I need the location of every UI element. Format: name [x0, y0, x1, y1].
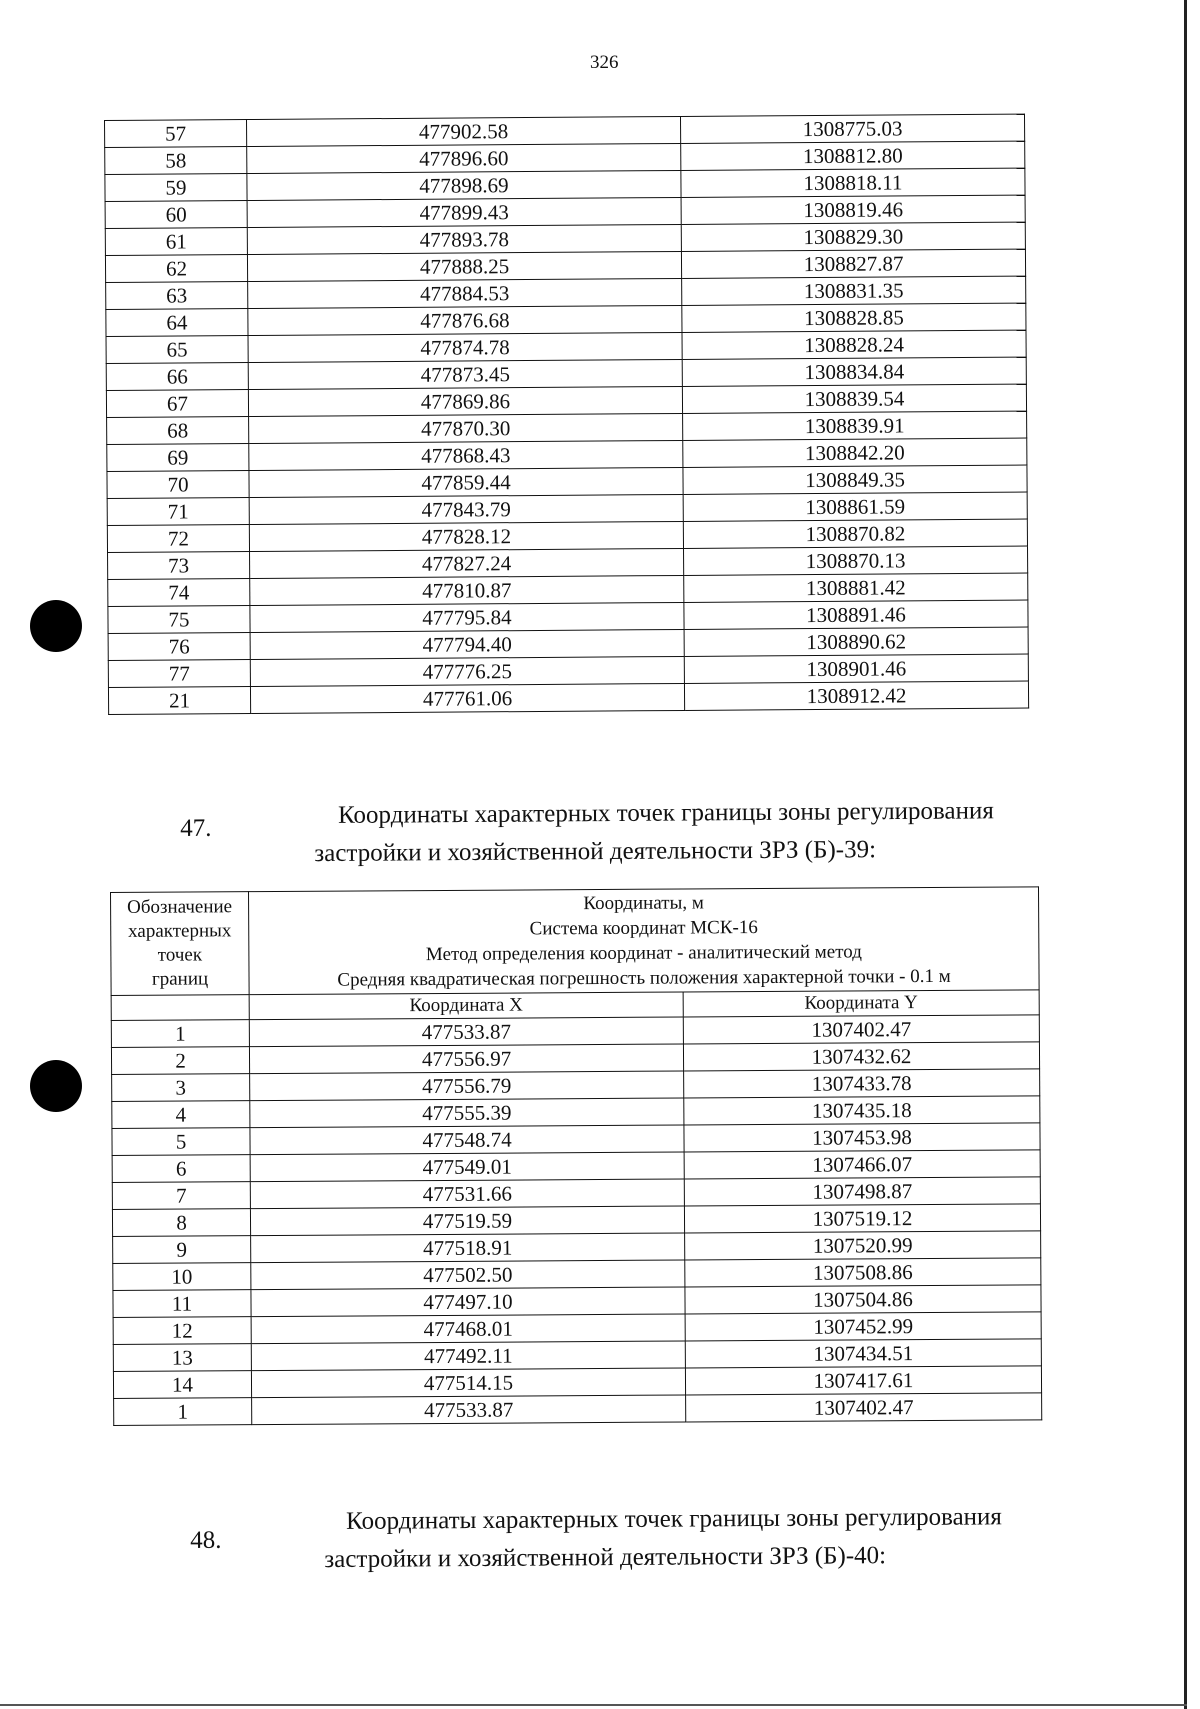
coordinate-x-cell: 477556.79 [250, 1071, 684, 1101]
point-number-cell: 63 [106, 282, 248, 310]
section-number: 48. [190, 1526, 222, 1554]
coordinate-x-cell: 477859.44 [249, 467, 683, 497]
column-y-header: Координата Y [683, 990, 1039, 1017]
point-number-cell: 8 [112, 1209, 250, 1237]
coordinate-y-cell: 1307453.98 [684, 1123, 1040, 1152]
coordinate-x-cell: 477888.25 [247, 251, 681, 281]
header-line: Система координат МСК-16 [529, 917, 758, 940]
coordinate-y-cell: 1308839.91 [683, 411, 1027, 440]
point-number-cell: 5 [112, 1128, 250, 1156]
point-number-cell: 75 [108, 605, 250, 633]
section-title-line2: застройки и хозяйственной деятельности ЗРЗ (Б)-40: [324, 1542, 887, 1574]
coordinate-y-cell: 1308912.42 [684, 681, 1028, 710]
point-number-cell: 70 [107, 470, 249, 498]
coordinate-x-cell: 477869.86 [248, 386, 682, 416]
point-number-cell: 1 [114, 1398, 252, 1426]
coordinate-y-cell: 1307435.18 [684, 1096, 1040, 1125]
point-label-header [111, 892, 250, 996]
column-x-header: Координата X [249, 992, 683, 1020]
coordinate-x-cell: 477827.24 [250, 548, 684, 578]
coordinate-x-cell: 477514.15 [251, 1368, 685, 1398]
point-number-cell: 2 [111, 1047, 249, 1075]
coordinate-y-cell: 1307433.78 [684, 1069, 1040, 1098]
point-number-cell: 6 [112, 1155, 250, 1183]
coordinate-x-cell: 477874.78 [248, 332, 682, 362]
point-number-cell: 77 [108, 659, 250, 687]
coordinate-x-cell: 477902.58 [247, 116, 681, 146]
table-row [108, 681, 1028, 714]
coordinate-y-cell: 1308819.46 [681, 195, 1025, 224]
coordinate-x-cell: 477899.43 [247, 197, 681, 227]
coordinate-x-cell: 477533.87 [249, 1017, 683, 1047]
coordinate-x-cell: 477548.74 [250, 1125, 684, 1155]
table-row [114, 1393, 1042, 1426]
coordinate-y-cell: 1308849.35 [683, 465, 1027, 494]
coordinate-y-cell: 1307452.99 [685, 1312, 1041, 1341]
coordinate-y-cell: 1307417.61 [685, 1366, 1041, 1395]
point-number-cell: 67 [106, 389, 248, 417]
coordinate-y-cell: 1308828.85 [682, 303, 1026, 332]
header-line: точек [157, 944, 203, 966]
coordinate-y-cell: 1307519.12 [684, 1204, 1040, 1233]
point-number-cell: 13 [113, 1344, 251, 1372]
point-number-cell: 1 [111, 1020, 249, 1048]
point-number-cell: 21 [108, 686, 250, 714]
scan-edge-bottom [0, 1704, 1187, 1706]
coordinate-x-cell: 477898.69 [247, 170, 681, 200]
coordinate-x-cell: 477492.11 [251, 1341, 685, 1371]
point-number-cell: 74 [108, 578, 250, 606]
coordinate-x-cell: 477468.01 [251, 1314, 685, 1344]
point-number-cell: 72 [107, 524, 249, 552]
coordinate-x-cell: 477549.01 [250, 1152, 684, 1182]
coordinate-x-cell: 477870.30 [249, 413, 683, 443]
point-number-cell: 11 [113, 1290, 251, 1318]
header-line: Обозначение [127, 896, 233, 918]
coordinate-y-cell: 1307402.47 [686, 1393, 1042, 1422]
coordinate-y-cell: 1307434.51 [685, 1339, 1041, 1368]
coordinate-y-cell: 1307432.62 [683, 1042, 1039, 1071]
section-number: 47. [180, 814, 212, 842]
section-title-line1: Координаты характерных точек границы зоны регулирования [346, 1503, 1002, 1535]
coordinate-y-cell: 1308812.80 [681, 141, 1025, 170]
point-number-cell: 57 [105, 120, 247, 148]
point-number-cell: 66 [106, 362, 248, 390]
coordinate-x-cell: 477794.40 [250, 629, 684, 659]
point-number-cell: 60 [105, 201, 247, 229]
coordinate-y-cell: 1308834.84 [682, 357, 1026, 386]
point-number-cell: 14 [113, 1371, 251, 1399]
coordinate-y-cell: 1308818.11 [681, 168, 1025, 197]
coordinate-x-cell: 477556.97 [249, 1044, 683, 1074]
coordinate-x-cell: 477810.87 [250, 575, 684, 605]
coordinate-y-cell: 1308831.35 [682, 276, 1026, 305]
page-number: 326 [590, 52, 619, 73]
point-number-cell: 68 [107, 416, 249, 444]
coordinates-table-continued [104, 114, 1029, 715]
coordinate-y-cell: 1308842.20 [683, 438, 1027, 467]
coordinates-header [249, 887, 1040, 995]
coordinate-x-cell: 477502.50 [251, 1260, 685, 1290]
coordinate-x-cell: 477518.91 [251, 1233, 685, 1263]
section-title-line1: Координаты характерных точек границы зоны регулирования [337, 797, 994, 829]
coordinate-y-cell: 1308828.24 [682, 330, 1026, 359]
coordinate-x-cell: 477497.10 [251, 1287, 685, 1317]
coordinate-x-cell: 477893.78 [247, 224, 681, 254]
point-number-cell: 64 [106, 309, 248, 337]
coordinate-x-cell: 477761.06 [250, 683, 684, 713]
coordinate-x-cell: 477531.66 [250, 1179, 684, 1209]
header-line: Средняя квадратическая погрешность положения характерной точки - 0.1 м [337, 965, 951, 991]
table-header-row [111, 887, 1040, 996]
coordinate-y-cell: 1308775.03 [680, 114, 1024, 143]
scan-edge-right [1184, 0, 1187, 1709]
punch-hole [30, 600, 82, 652]
coordinates-table-zrz-b-39 [110, 886, 1042, 1426]
point-number-cell: 12 [113, 1317, 251, 1345]
coordinate-x-cell: 477873.45 [248, 359, 682, 389]
coordinate-y-cell: 1308881.42 [684, 573, 1028, 602]
point-number-cell: 10 [113, 1263, 251, 1291]
point-number-cell: 65 [106, 335, 248, 363]
point-number-cell: 69 [107, 443, 249, 471]
coordinate-y-cell: 1307504.86 [685, 1285, 1041, 1314]
point-number-cell: 58 [105, 147, 247, 175]
coordinate-x-cell: 477555.39 [250, 1098, 684, 1128]
coordinate-y-cell: 1307498.87 [684, 1177, 1040, 1206]
point-number-cell: 62 [105, 255, 247, 283]
coordinate-x-cell: 477519.59 [250, 1206, 684, 1236]
coordinate-y-cell: 1308901.46 [684, 654, 1028, 683]
coordinate-y-cell: 1308861.59 [683, 492, 1027, 521]
header-line: границ [151, 968, 209, 990]
section-title-line2: застройки и хозяйственной деятельности ЗРЗ (Б)-39: [314, 836, 877, 868]
coordinate-y-cell: 1307508.86 [685, 1258, 1041, 1287]
header-line: Координаты, м [583, 892, 704, 915]
table-body [105, 114, 1029, 714]
coordinate-x-cell: 477843.79 [249, 494, 683, 524]
point-number-cell: 4 [112, 1101, 250, 1129]
point-number-cell: 61 [105, 228, 247, 256]
coordinate-x-cell: 477776.25 [250, 656, 684, 686]
coordinate-y-cell: 1308839.54 [682, 384, 1026, 413]
table-body [111, 1015, 1041, 1426]
header-line: характерных [128, 920, 232, 942]
point-number-cell: 71 [107, 497, 249, 525]
coordinate-x-cell: 477896.60 [247, 143, 681, 173]
coordinate-x-cell: 477884.53 [248, 278, 682, 308]
coordinate-y-cell: 1308829.30 [681, 222, 1025, 251]
coordinate-y-cell: 1307466.07 [684, 1150, 1040, 1179]
coordinate-x-cell: 477868.43 [249, 440, 683, 470]
coordinate-y-cell: 1307402.47 [683, 1015, 1039, 1044]
coordinate-x-cell: 477828.12 [249, 521, 683, 551]
coordinate-y-cell: 1308870.13 [684, 546, 1028, 575]
point-number-cell: 59 [105, 174, 247, 202]
header-line: Метод определения координат - аналитический метод [425, 941, 862, 966]
empty-cell [111, 995, 249, 1021]
coordinate-x-cell: 477533.87 [252, 1395, 686, 1425]
point-number-cell: 76 [108, 632, 250, 660]
point-number-cell: 73 [108, 551, 250, 579]
point-number-cell: 3 [112, 1074, 250, 1102]
punch-hole [30, 1060, 82, 1112]
point-number-cell: 7 [112, 1182, 250, 1210]
coordinate-y-cell: 1307520.99 [685, 1231, 1041, 1260]
coordinate-y-cell: 1308870.82 [683, 519, 1027, 548]
coordinate-y-cell: 1308891.46 [684, 600, 1028, 629]
coordinate-x-cell: 477795.84 [250, 602, 684, 632]
coordinate-y-cell: 1308890.62 [684, 627, 1028, 656]
point-number-cell: 9 [113, 1236, 251, 1264]
coordinate-y-cell: 1308827.87 [681, 249, 1025, 278]
coordinate-x-cell: 477876.68 [248, 305, 682, 335]
